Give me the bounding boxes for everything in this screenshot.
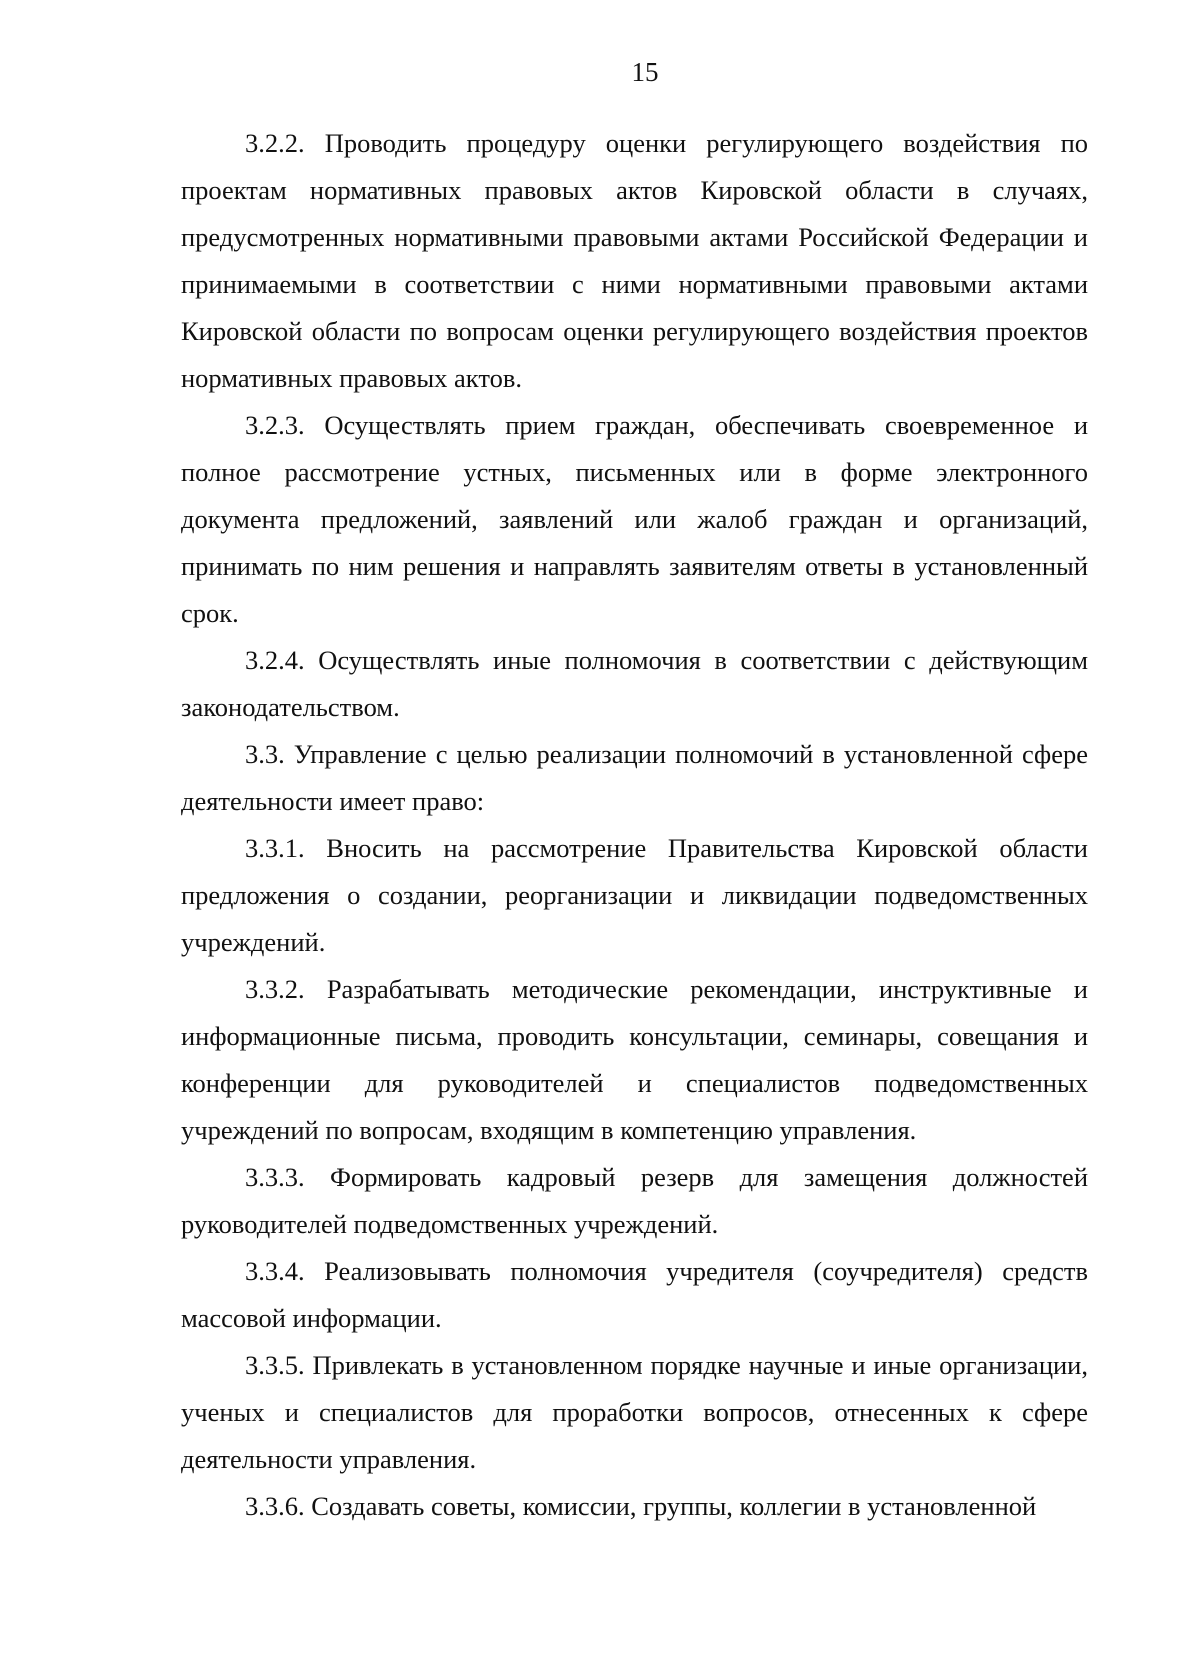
- paragraph-3-3-2: 3.3.2. Разрабатывать методические рекомендации, инструктивные и информационные письма, проводить консультации, семинары, совещания и конференции для руководителей и специалистов подведомственных учреждений по вопросам, входящим в компетенцию управления.: [181, 974, 1088, 1145]
- paragraph-3-2-3: 3.2.3. Осуществлять прием граждан, обеспечивать своевременное и полное рассмотрение устных, письменных или в форме электронного документа предложений, заявлений или жалоб граждан и организаций, принимать по ним решения и направлять заявителям ответы в установленный срок.: [181, 410, 1088, 628]
- paragraph-3-3-4: 3.3.4. Реализовывать полномочия учредителя (соучредителя) средств массовой информации.: [181, 1256, 1088, 1333]
- paragraph-3-2-4: 3.2.4. Осуществлять иные полномочия в соответствии с действующим законодательством.: [181, 645, 1088, 722]
- paragraph-3-3-5: 3.3.5. Привлекать в установленном порядке научные и иные организации, ученых и специалистов для проработки вопросов, отнесенных к сфере деятельности управления.: [181, 1350, 1088, 1474]
- paragraph-3-3-1: 3.3.1. Вносить на рассмотрение Правительства Кировской области предложения о создании, реорганизации и ликвидации подведомственных учреждений.: [181, 833, 1088, 957]
- paragraph-3-3-6: 3.3.6. Создавать советы, комиссии, группы, коллегии в установленной: [245, 1491, 1037, 1521]
- paragraph-3-3-3: 3.3.3. Формировать кадровый резерв для замещения должностей руководителей подведомственных учреждений.: [181, 1162, 1088, 1239]
- document-body: [181, 120, 1088, 1530]
- paragraph-3-3: 3.3. Управление с целью реализации полномочий в установленной сфере деятельности имеет право:: [181, 739, 1088, 816]
- paragraph-3-2-2: 3.2.2. Проводить процедуру оценки регулирующего воздействия по проектам нормативных правовых актов Кировской области в случаях, предусмотренных нормативными правовыми актами Российской Федерации и принимаемыми в соответствии с ними нормативными правовыми актами Кировской области по вопросам оценки регулирующего воздействия проектов нормативных правовых актов.: [181, 128, 1088, 393]
- page-number: 15: [631, 57, 659, 87]
